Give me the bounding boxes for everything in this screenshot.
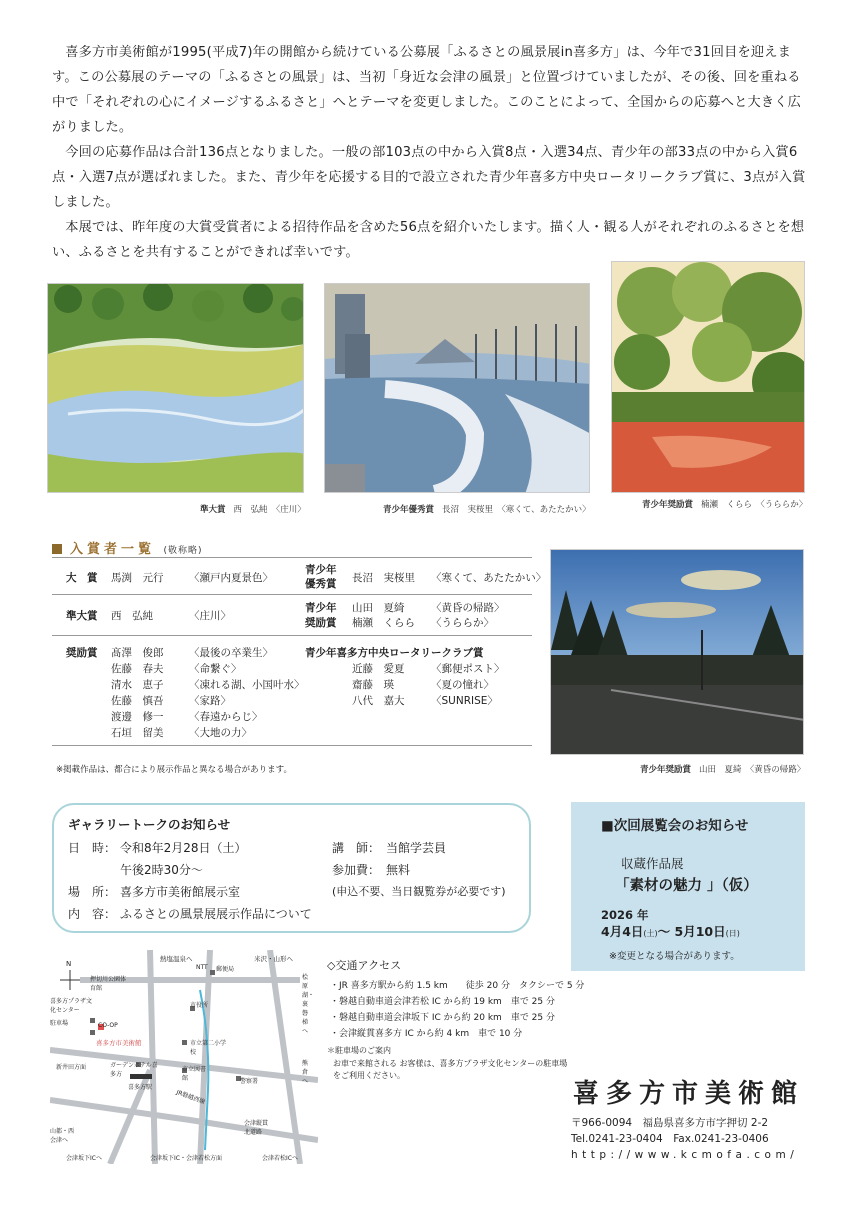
intro-text: [52, 40, 812, 265]
youth-encourage-name-2: 楠瀬 くらら: [352, 617, 415, 629]
painting-uraraka: [611, 261, 805, 493]
rotary-work-1: 〈郵便ポスト〉: [431, 663, 505, 675]
access-line-4: ・会津縦貫喜多方 IC から約 4 km 車で 10 分: [330, 1029, 523, 1039]
gallery-place-label: 場 所：: [68, 885, 117, 899]
next-heading: ■次回展覧会のお知らせ: [601, 818, 749, 834]
youth-excellent-label-2: 優秀賞: [305, 578, 337, 590]
work-title: 〈寒くて、あたたかい〉: [501, 505, 591, 515]
parking-title: ＊駐車場のご案内: [327, 1046, 391, 1055]
artist-name: 長沼 実桜里: [442, 505, 494, 515]
work-title: 〈庄川〉: [276, 505, 306, 515]
map-label-jr: JR磐越西線: [175, 1089, 206, 1106]
shoreisho-work-3: 〈凍れる湖、小国叶水〉: [189, 679, 305, 691]
shoreisho-label: 奨励賞: [66, 647, 98, 659]
next-year: 2026 年: [601, 908, 649, 922]
next-subtitle: 収蔵作品展: [621, 856, 684, 871]
intro-paragraph-2: 今回の応募作品は合計136点となりました。一般の部103点の中から入賞8点・入選34点、青少年の部33点の中から入賞6点・入選7点が選ばれました。また、青少年を応援する目的で設立された青少年喜多方中央ロータリークラブ賞に、3点が入賞しました。: [52, 145, 806, 210]
rotary-work-3: 〈SUNRISE〉: [431, 695, 498, 707]
youth-encourage-work-2: 〈うららか〉: [431, 617, 494, 629]
next-period: 4月4日(土)〜 5月10日(日): [601, 924, 740, 939]
gallery-lecturer: 当館学芸員: [386, 841, 447, 855]
gallery-date-label: 日 時：: [68, 841, 117, 855]
taisho-work: 〈瀬戸内夏景色〉: [189, 572, 273, 584]
map-label-hotel: ガーデンホテル喜多方: [110, 1062, 158, 1078]
shoreisho-name-6: 石垣 留美: [111, 727, 164, 739]
juntaisho-label: 準大賞: [66, 610, 98, 622]
access-line-1: ・JR 喜多方駅から約 1.5 km 徒歩 20 分 タクシーで 5 分: [330, 981, 585, 991]
painting-samukute: [324, 283, 590, 493]
map-label-police: 警察署: [240, 1078, 259, 1085]
work-title: 〈うららか〉: [760, 500, 808, 510]
museum-url[interactable]: http://www.kcmofa.com/: [571, 1149, 799, 1161]
painting-4-caption: [640, 763, 805, 775]
shoreisho-name-2: 佐藤 春夫: [111, 663, 164, 675]
map-label-ic2: 会津坂下IC・会津若松方面: [150, 1155, 222, 1162]
map-label-ntt: NTT: [196, 964, 208, 971]
map-label-city-hall: 市役所: [190, 1002, 209, 1009]
rotary-name-1: 近藤 愛夏: [352, 663, 405, 675]
work-title: 〈黄昏の帰路〉: [750, 765, 806, 775]
youth-excellent-work: 〈寒くて、あたたかい〉: [431, 572, 547, 584]
artist-name: 楠瀬 くらら: [701, 500, 753, 510]
map-label-banetsu: 会津縦貫北道路: [244, 1120, 269, 1136]
gallery-date: 令和8年2月28日（土）: [120, 841, 247, 855]
gallery-place: 喜多方市美術館展示室: [120, 885, 241, 899]
museum-name: 喜多方市美術館: [573, 1079, 805, 1109]
map-label-plaza: 喜多方プラザ文化センター: [50, 998, 93, 1014]
shoreisho-name-1: 髙澤 俊郎: [111, 647, 164, 659]
divider: [52, 635, 532, 636]
map-label-nekkamachi: 熱塩温泉へ: [160, 955, 193, 963]
winners-subtitle: (敬称略): [163, 546, 203, 556]
youth-encourage-label-2: 奨励賞: [305, 617, 337, 629]
map-label-ic1: 会津坂下ICへ: [66, 1155, 102, 1162]
next-title: 「素材の魅力 」（仮）: [615, 878, 758, 894]
gallery-content-label: 内 容：: [68, 907, 117, 921]
youth-encourage-name-1: 山田 夏綺: [352, 602, 405, 614]
north-arrow: N: [66, 960, 72, 968]
divider: [52, 594, 532, 595]
next-change-note: ※変更となる場合があります。: [609, 951, 740, 962]
map-label-coop: CO-OP: [98, 1022, 118, 1029]
shoreisho-name-4: 佐藤 慎吾: [111, 695, 164, 707]
painting-2-caption: [383, 503, 591, 515]
youth-encourage-work-1: 〈黄昏の帰路〉: [431, 602, 505, 614]
map-label-school: 市立第二小学校: [190, 1040, 227, 1056]
intro-paragraph-1: 喜多方市美術館が1995(平成7)年の開館から続けている公募展「ふるさとの風景展in喜多方」は、今年で31回目を迎えます。この公募展のテーマの「ふるさとの風景」は、当初「身近な会津の風景」と位置づけていましたが、その後、回を重ねる中で「それぞれの心にイメージするふるさと」へとテーマを変更しました。このことによって、全国からの応募へと大きく広がりました。: [52, 45, 802, 135]
parking-line-1: お車で来館される お客様は、喜多方プラザ文化センターの駐車場: [333, 1059, 568, 1068]
access-map: [50, 950, 318, 1164]
map-label-yonezawa: 米沢・山形へ: [254, 955, 293, 963]
award-label: 青少年奨励賞: [640, 765, 692, 775]
gallery-fee-label: 参加費：: [332, 863, 381, 877]
map-label-post: 郵便局: [216, 966, 235, 973]
gallery-fee: 無料: [386, 863, 411, 877]
heading-square-icon: [52, 544, 62, 554]
artist-name: 山田 夏綺: [699, 765, 742, 775]
map-label-hibara: 桧原湖・裏磐梯へ: [302, 974, 315, 1035]
rotary-name-3: 八代 嘉大: [352, 695, 405, 707]
artist-name: 西 弘純: [233, 505, 268, 515]
award-label: 青少年優秀賞: [383, 505, 435, 515]
map-label-park: 押切川公園体育館: [90, 976, 127, 992]
gallery-fee-note: (申込不要、当日観覧券が必要です): [332, 885, 506, 898]
shoreisho-work-2: 〈命繋ぐ〉: [189, 663, 242, 675]
disclaimer-note: ※掲載作品は、都合により展示作品と異なる場合があります。: [56, 765, 292, 775]
access-line-2: ・磐越自動車道会津若松 IC から約 19 km 車で 25 分: [330, 997, 555, 1007]
map-label-parking: 駐車場: [50, 1020, 69, 1027]
painting-shokawa: [47, 283, 304, 493]
youth-excellent-label-1: 青少年: [305, 564, 337, 576]
rotary-label: 青少年喜多方中央ロータリークラブ賞: [305, 647, 484, 659]
map-label-shintaku: 新井田方面: [56, 1064, 87, 1071]
taisho-label: 大 賞: [66, 572, 98, 584]
youth-encourage-label-1: 青少年: [305, 602, 337, 614]
map-label-kumagaya: 熊倉へ: [302, 1060, 309, 1085]
access-title: ◇交通アクセス: [327, 959, 402, 972]
juntaisho-name: 西 弘純: [111, 610, 153, 622]
map-label-museum: 喜多方市美術館: [96, 1039, 142, 1047]
juntaisho-work: 〈庄川〉: [189, 610, 231, 622]
map-label-yamato: 山都・西会津へ: [50, 1128, 75, 1144]
painting-1-caption: [200, 503, 306, 515]
museum-address: 〒966-0094 福島県喜多方市字押切 2-2: [571, 1117, 769, 1129]
next-exhibition-box: [571, 802, 805, 971]
intro-paragraph-3: 本展では、昨年度の大賞受賞者による招待作品を含めた56点を紹介いたします。描く人・観る人がそれぞれのふるさとを想い、ふるさとを共有することができれば幸いです。: [52, 220, 805, 260]
museum-phone: Tel.0241-23-0404 Fax.0241-23-0406: [571, 1133, 769, 1145]
access-line-3: ・磐越自動車道会津坂下 IC から約 20 km 車で 25 分: [330, 1013, 555, 1023]
gallery-lecturer-label: 講 師：: [332, 841, 381, 855]
rotary-name-2: 齋藤 瑛: [352, 679, 394, 691]
painting-tasogare: [550, 549, 804, 755]
shoreisho-work-1: 〈最後の卒業生〉: [189, 647, 273, 659]
taisho-name: 馬渕 元行: [111, 572, 164, 584]
shoreisho-work-4: 〈家路〉: [189, 695, 231, 707]
divider: [52, 745, 532, 746]
shoreisho-name-5: 渡邊 修一: [111, 711, 164, 723]
map-label-library: 市立図書館: [182, 1066, 207, 1082]
award-label: 準大賞: [200, 505, 226, 515]
painting-3-caption: [642, 498, 807, 510]
gallery-time: 午後2時30分〜: [120, 863, 203, 877]
rotary-work-2: 〈夏の憧れ〉: [431, 679, 494, 691]
award-label: 青少年奨励賞: [642, 500, 694, 510]
gallery-content: ふるさとの風景展展示作品について: [120, 907, 312, 921]
youth-excellent-name: 長沼 実桜里: [352, 572, 415, 584]
divider: [52, 557, 532, 558]
shoreisho-work-5: 〈春遠からじ〉: [189, 711, 263, 723]
winners-heading: 入賞者一覧 (敬称略): [52, 538, 203, 557]
shoreisho-work-6: 〈大地の力〉: [189, 727, 252, 739]
map-label-ic3: 会津若松ICへ: [262, 1155, 298, 1162]
parking-line-2: をご利用ください。: [333, 1071, 405, 1080]
gallery-talk-title: ギャラリートークのお知らせ: [68, 817, 231, 832]
map-label-station: 喜多方駅: [128, 1084, 153, 1091]
gallery-talk-box: [52, 803, 531, 933]
shoreisho-name-3: 清水 恵子: [111, 679, 164, 691]
